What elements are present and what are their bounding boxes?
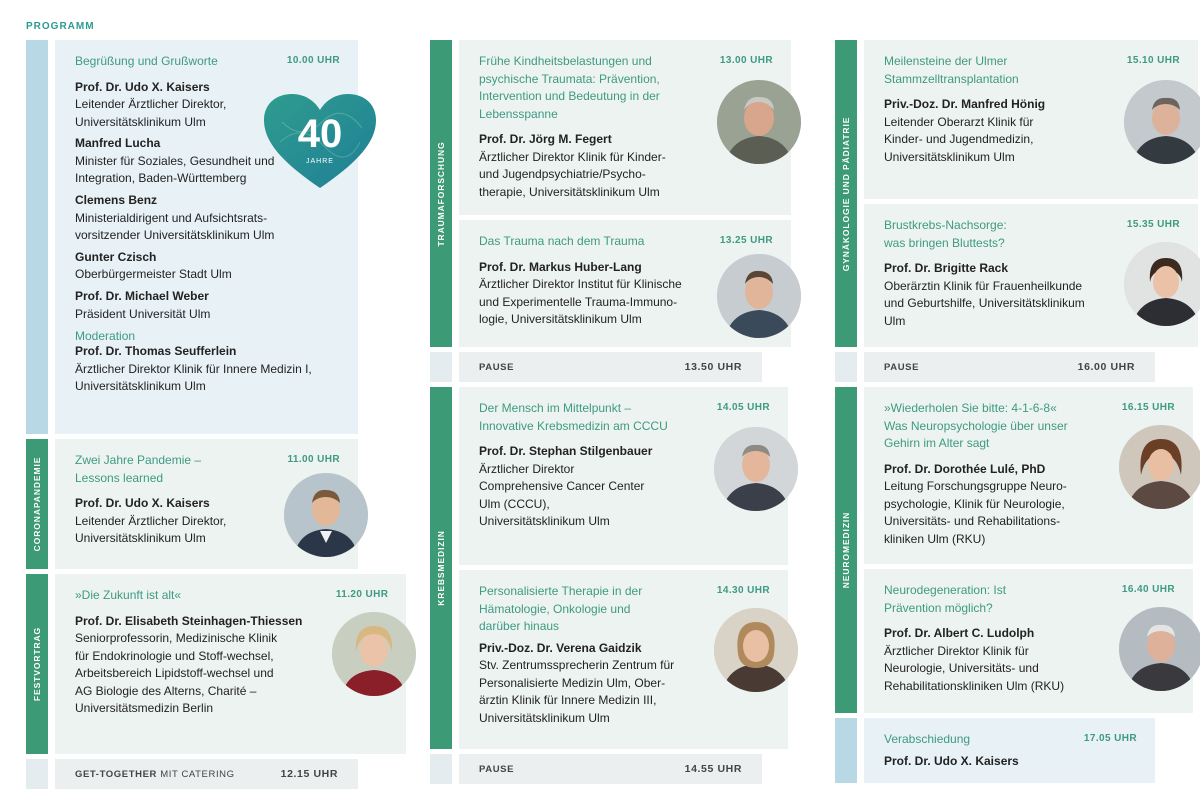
section-bar: [26, 439, 48, 569]
speaker-desc: Leitung Forschungsgruppe Neuro-psychologie, Klinik für Neurologie, Universitäts- und Rehabilitations-kliniken Ulm (RKU): [884, 479, 1067, 546]
speaker-name: Prof. Dr. Dorothée Lulé, PhD: [884, 461, 1046, 476]
speaker-desc: Minister für Soziales, Gesundheit und Integration, Baden-Württemberg: [75, 153, 275, 186]
session-time: 14.05 UHR: [716, 402, 770, 413]
speaker-name: Prof. Dr. Albert C. Ludolph: [884, 626, 1035, 640]
session-card: [864, 569, 1193, 713]
session-corona: [26, 439, 358, 569]
session-title: Verabschiedung: [884, 732, 971, 746]
speaker-photo: [1119, 607, 1200, 691]
trauma-section: [430, 40, 773, 347]
speaker-name: Prof. Dr. Michael Weber: [75, 289, 209, 304]
pause-row: [835, 352, 1155, 382]
session-time: 15.35 UHR: [1126, 219, 1180, 230]
speaker-name: Prof. Dr. Udo X. Kaisers: [75, 496, 210, 510]
column-2: [430, 40, 773, 789]
section-label: NEUROMEDIZIN: [841, 511, 851, 589]
pause-row: [430, 754, 762, 784]
speaker-photo: [1124, 242, 1200, 326]
trauma-cards: [452, 40, 791, 347]
session-card: [459, 570, 788, 749]
moderation-label: Moderation: [75, 329, 136, 344]
anniversary-label: JAHRE: [306, 158, 334, 165]
speaker-photo: [332, 612, 416, 696]
speaker-desc: Leitender Oberarzt Klinik für Kinder- und Jugendmedizin, Universitätsklinikum Ulm: [884, 114, 1034, 164]
speaker: [884, 461, 1089, 549]
speaker-name: Prof. Dr. Jörg M. Fegert: [479, 132, 612, 146]
get-together-row: [26, 759, 358, 789]
speaker: [75, 192, 338, 245]
pause-time: 16.00 UHR: [1077, 361, 1135, 373]
section-bar: [26, 574, 48, 754]
section-bar: [26, 40, 48, 434]
speaker-name: Prof. Dr. Markus Huber-Lang: [479, 259, 642, 274]
speaker-name: Prof. Dr. Brigitte Rack: [884, 261, 1009, 275]
speaker-desc: Ärztlicher Direktor Comprehensive Cancer Center Ulm (CCCU), Universitätsklinikum Ulm: [479, 461, 645, 529]
section-bar: [430, 387, 452, 749]
session-card: [864, 40, 1198, 199]
pause-strip: [459, 352, 762, 382]
session-card: [55, 439, 358, 569]
neuro-section: [835, 387, 1175, 713]
krebs-section: [430, 387, 770, 749]
speaker: [75, 288, 338, 323]
session-time: 13.25 UHR: [719, 235, 773, 246]
speaker-photo: [714, 608, 798, 692]
speaker-name: Prof. Dr. Thomas Seufferlein: [75, 344, 237, 359]
speaker-desc: Leitender Ärztlicher Direktor, Universitätsklinikum Ulm: [75, 97, 227, 129]
section-label: GYNÄKOLOGIE UND PÄDIATRIE: [841, 116, 851, 271]
section-bar: [835, 718, 857, 783]
speaker: [75, 249, 338, 284]
session-festvortrag: [26, 574, 389, 754]
column-3: [835, 40, 1180, 788]
pause-label: PAUSE: [479, 763, 515, 775]
get-together-time: 12.15 UHR: [280, 768, 338, 780]
session-title: Meilensteine der Ulmer Stammzelltransplantation: [884, 54, 1019, 86]
gyn-cards: [857, 40, 1198, 347]
speaker-photo: [717, 80, 801, 164]
speaker-name: Manfred Lucha: [75, 136, 161, 151]
anniversary-heart-logo: [262, 92, 378, 192]
session-time: 11.20 UHR: [335, 589, 389, 600]
moderator: [75, 343, 338, 396]
speaker-desc: Oberbürgermeister Stadt Ulm: [75, 267, 232, 282]
speaker-photo: [284, 473, 368, 557]
session-card: [459, 220, 791, 347]
session-title: Neurodegeneration: Ist Prävention möglich?: [884, 583, 1007, 615]
speaker-name: Prof. Dr. Elisabeth Steinhagen-Thiessen: [75, 613, 303, 628]
speaker: [479, 259, 687, 329]
speaker: [884, 96, 1094, 166]
session-title: Frühe Kindheitsbelastungen und psychische Traumata: Prävention, Intervention und Bedeutung in der Lebensspanne: [479, 54, 660, 121]
session-title: »Die Zukunft ist alt«: [75, 588, 182, 602]
krebs-cards: [452, 387, 788, 749]
speaker: [75, 495, 254, 548]
session-farewell: [835, 718, 1155, 783]
session-time: 16.40 UHR: [1121, 584, 1175, 595]
session-card: [55, 574, 406, 754]
page-header: PROGRAMM: [26, 21, 95, 32]
session-card: [864, 718, 1155, 783]
gyn-section: [835, 40, 1180, 347]
pause-row: [430, 352, 762, 382]
speaker-desc: Seniorprofessorin, Medizinische Klinik für Endokrinologie und Stoff-wechsel, Arbeitsbereich Lipidstoff-wechsel und AG Biologie des Alterns, Charité – Universitätsmedizin Berlin: [75, 631, 278, 716]
speaker-photo: [714, 427, 798, 511]
pause-strip: [459, 754, 762, 784]
session-card: [864, 204, 1198, 347]
speaker-desc: Ärztlicher Direktor Institut für Klinische und Experimentelle Trauma-Immuno-logie, Universitätsklinikum Ulm: [479, 277, 682, 327]
speaker: [884, 753, 1141, 771]
section-bar: [430, 40, 452, 347]
session-title: Der Mensch im Mittelpunkt – Innovative Krebsmedizin am CCCU: [479, 401, 668, 433]
speaker-desc: Ärztlicher Direktor Klinik für Neurologie, Universitäts- und Rehabilitationskliniken Ulm (RKU): [884, 643, 1065, 693]
speaker: [884, 625, 1089, 695]
session-title: Das Trauma nach dem Trauma: [479, 234, 645, 248]
section-label: CORONAPANDEMIE: [32, 456, 42, 552]
speaker-desc: Präsident Universität Ulm: [75, 306, 211, 321]
anniversary-number: 40: [297, 112, 343, 156]
session-title: Zwei Jahre Pandemie – Lessons learned: [75, 453, 202, 485]
session-card: [864, 387, 1193, 564]
session-time: 15.10 UHR: [1126, 55, 1180, 66]
section-label: FESTVORTRAG: [32, 626, 42, 702]
speaker-name: Prof. Dr. Udo X. Kaisers: [75, 79, 210, 94]
speaker-desc: Stv. Zentrumssprecherin Zentrum für Personalisierte Medizin Ulm, Ober-ärztin Klinik für Innere Medizin III, Universitätsklinikum Ulm: [479, 658, 675, 725]
speaker: [884, 260, 1094, 330]
section-bar: [430, 352, 452, 382]
speaker-name: Prof. Dr. Stephan Stilgenbauer: [479, 444, 653, 458]
pause-time: 14.55 UHR: [684, 763, 742, 775]
speaker-desc: Leitender Ärztlicher Direktor, Universitätsklinikum Ulm: [75, 513, 227, 546]
session-time: 14.30 UHR: [716, 585, 770, 596]
speaker-name: Clemens Benz: [75, 193, 158, 208]
pause-time: 13.50 UHR: [684, 361, 742, 373]
speaker-desc: Oberärztin Klinik für Frauenheilkunde und Geburtshilfe, Universitätsklinikum Ulm: [884, 278, 1085, 328]
speaker-name: Prof. Dr. Udo X. Kaisers: [884, 753, 1019, 768]
pause-label: PAUSE: [479, 361, 515, 373]
speaker-desc: Ärztlicher Direktor Klinik für Innere Medizin I, Universitätsklinikum Ulm: [75, 361, 312, 394]
session-time: 17.05 UHR: [1083, 733, 1137, 744]
section-bar: [835, 352, 857, 382]
speaker-desc: Ärztlicher Direktor Klinik für Kinder- und Jugendpsychiatrie/Psycho-therapie, Universitätsklinikum Ulm: [479, 149, 666, 199]
pause-strip: [864, 352, 1155, 382]
section-bar: [835, 40, 857, 347]
speaker-name: Priv.-Doz. Dr. Verena Gaidzik: [479, 640, 642, 655]
session-title: »Wiederholen Sie bitte: 4-1-6-8« Was Neuropsychologie über unser Gehirn im Alter sagt: [884, 401, 1068, 450]
neuro-cards: [857, 387, 1193, 713]
speaker: [75, 613, 302, 719]
speaker: [479, 640, 684, 728]
speaker-photo: [1124, 80, 1200, 164]
speaker-name: Gunter Czisch: [75, 249, 157, 264]
section-label: TRAUMAFORSCHUNG: [436, 140, 446, 247]
session-title: Begrüßung und Grußworte: [75, 54, 218, 68]
session-title: Personalisierte Therapie in der Hämatologie, Onkologie und darüber hinaus: [479, 584, 643, 633]
session-time: 11.00 UHR: [287, 454, 340, 465]
speaker-photo: [1119, 425, 1200, 509]
get-together-label: GET-TOGETHER MIT CATERING: [75, 768, 235, 780]
speaker-photo: [717, 254, 801, 338]
section-label: KREBSMEDIZIN: [436, 530, 446, 606]
session-card: [459, 40, 791, 215]
section-bar: [430, 754, 452, 784]
speaker-desc: Ministerialdirigent und Aufsichtsrats-vorsitzender Universitätsklinikum Ulm: [75, 210, 275, 243]
speaker-name: Priv.-Doz. Dr. Manfred Hönig: [884, 97, 1046, 111]
session-card: [459, 387, 788, 565]
pause-label: PAUSE: [884, 361, 920, 373]
session-time: 13.00 UHR: [719, 55, 773, 66]
session-title: Brustkrebs-Nachsorge: was bringen Bluttests?: [884, 218, 1007, 250]
session-time: 10.00 UHR: [286, 55, 340, 66]
section-bar: [835, 387, 857, 713]
session-time: 16.15 UHR: [1121, 402, 1175, 413]
section-bar: [26, 759, 48, 789]
speaker: [479, 131, 687, 201]
speaker: [479, 443, 684, 531]
get-together-strip: [55, 759, 358, 789]
